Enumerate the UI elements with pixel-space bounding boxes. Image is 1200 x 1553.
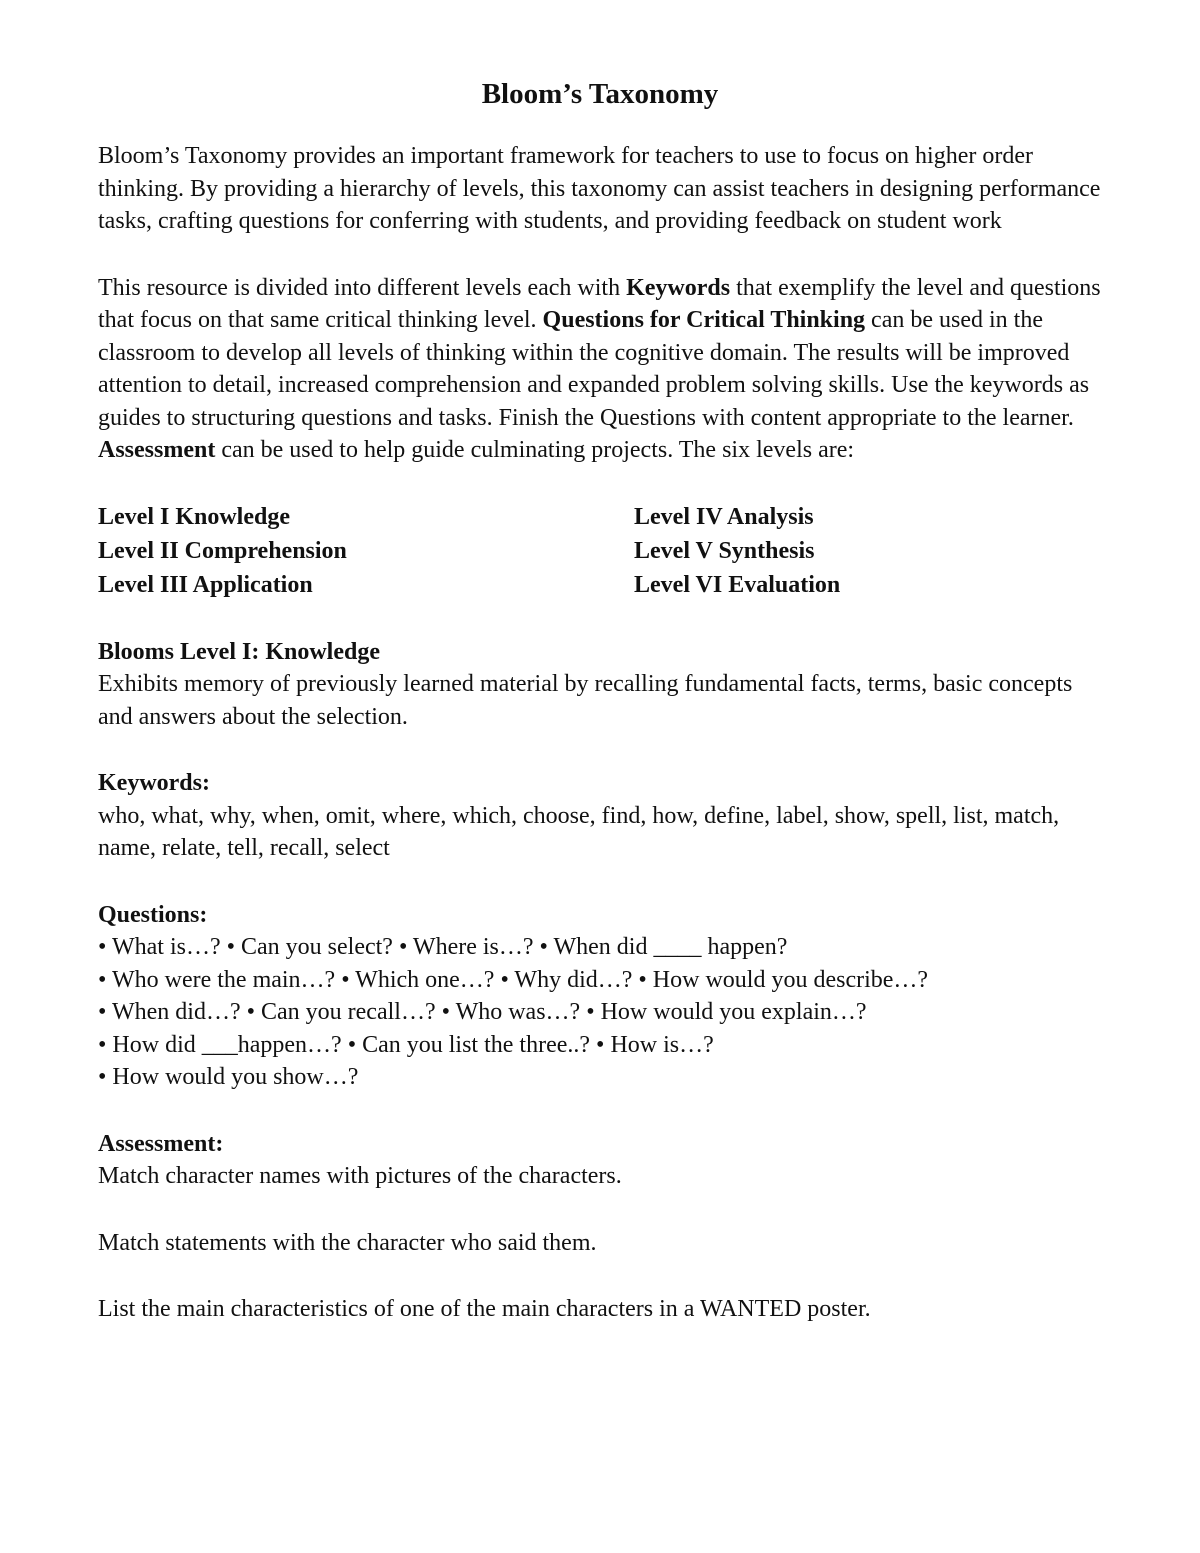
spacer	[98, 1094, 1102, 1128]
spacer	[98, 865, 1102, 899]
question-line: • When did…? • Can you recall…? • Who was…? • How would you explain…?	[98, 999, 867, 1025]
level-item: Level VI Evaluation	[634, 571, 841, 598]
spacer	[98, 238, 1102, 272]
page-title: Bloom’s Taxonomy	[481, 78, 719, 110]
intro-paragraph: Bloom’s Taxonomy provides an important framework for teachers to use to focus on higher order thinking. By providing a hierarchy of levels, this taxonomy can assist teachers in designing performance tasks, crafting questions for conferring with students, and providing feedback on student work	[98, 143, 1101, 234]
level-item: Level II Comprehension	[98, 537, 347, 564]
question-line: • How would you show…?	[98, 1064, 359, 1090]
assessment-item: List the main characteristics of one of the main characters in a WANTED poster.	[98, 1296, 871, 1322]
resource-text-4: can be used to help guide culminating projects. The six levels are:	[215, 437, 855, 463]
section-heading: Blooms Level I: Knowledge	[98, 638, 380, 665]
level-item: Level IV Analysis	[634, 503, 814, 530]
spacer	[98, 733, 1102, 767]
questions-heading: Questions:	[98, 901, 208, 928]
spacer	[98, 1259, 1102, 1293]
levels-list	[98, 501, 1102, 602]
level-item: Level I Knowledge	[98, 503, 290, 530]
spacer	[98, 1193, 1102, 1227]
assessment-item: Match character names with pictures of the characters.	[98, 1163, 622, 1189]
resource-text-1: This resource is divided into different levels each with	[98, 274, 627, 301]
keywords-emphasis: Keywords	[626, 274, 731, 301]
keywords-list: who, what, why, when, omit, where, which, choose, find, how, define, label, show, spell, list, match, name, relate, tell, recall, select	[98, 802, 1060, 861]
assessment-emphasis: Assessment	[98, 437, 216, 463]
questions-emphasis: Questions for Critical Thinking	[542, 307, 866, 333]
level-item: Level V Synthesis	[634, 537, 815, 564]
assessment-item: Match statements with the character who said them.	[98, 1229, 597, 1256]
keywords-heading: Keywords:	[98, 770, 210, 796]
spacer	[98, 602, 1102, 636]
resource-text-2: that exemplify the level and questions that focus on that same critical thinking level.	[98, 274, 1101, 333]
spacer	[98, 467, 1102, 501]
assessment-heading: Assessment:	[98, 1130, 224, 1157]
section-description: Exhibits memory of previously learned material by recalling fundamental facts, terms, basic concepts and answers about the selection.	[98, 671, 1073, 730]
question-line: • Who were the main…? • Which one…? • Why did…? • How would you describe…?	[98, 966, 929, 993]
question-line: • How did ___happen…? • Can you list the three..? • How is…?	[98, 1031, 714, 1058]
resource-text-3: can be used in the classroom to develop all levels of thinking within the cognitive domain. The results will be improved attention to detail, increased comprehension and expanded problem solving skills. Use the keywords as guides to structuring questions and tasks. Finish the Questions with content appropriate to the learner.	[98, 307, 1090, 431]
resource-paragraph	[98, 272, 1102, 467]
question-line: • What is…? • Can you select? • Where is…? • When did ____ happen?	[98, 934, 788, 960]
level-item: Level III Application	[98, 571, 313, 598]
